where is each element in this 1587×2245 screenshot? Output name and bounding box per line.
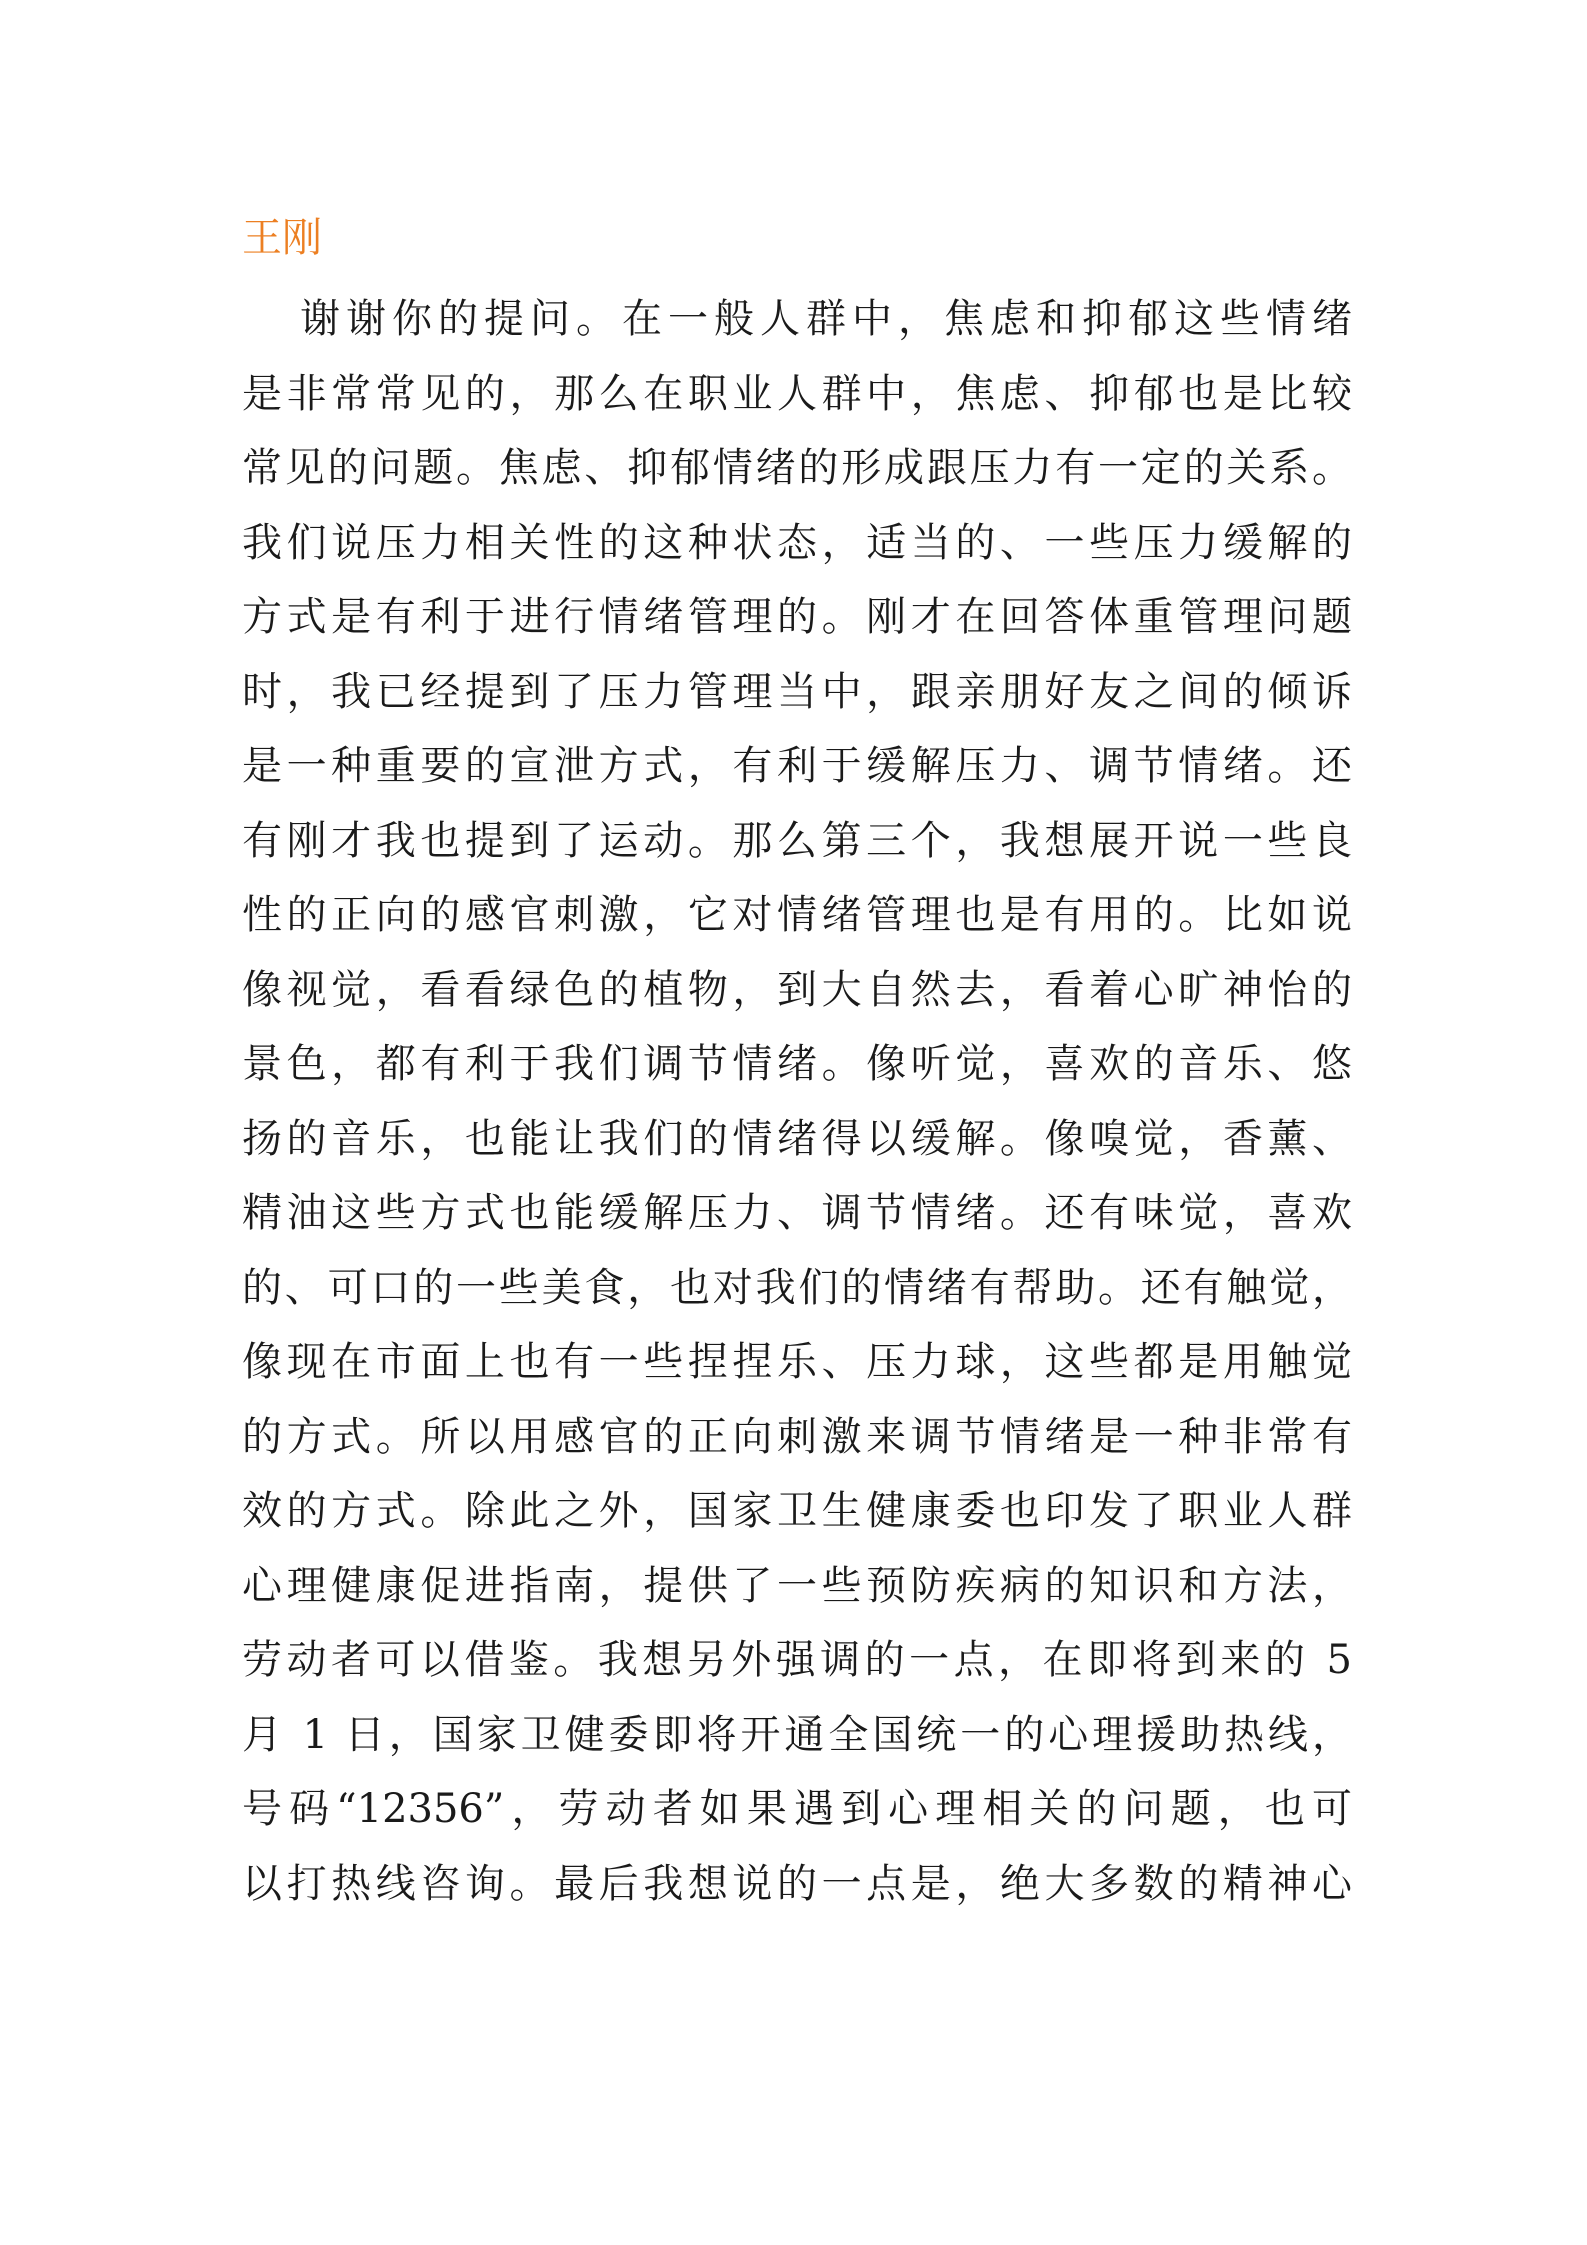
paragraph-line: 月 1 日，国家卫健委即将开通全国统一的心理援助热线， (242, 1711, 1352, 1758)
paragraph-line: 的方式。所以用感官的正向刺激来调节情绪是一种非常有 (242, 1413, 1352, 1460)
paragraph-line: 像视觉，看看绿色的植物，到大自然去，看着心旷神怡的 (242, 966, 1352, 1013)
paragraph-line: 以打热线咨询。最后我想说的一点是，绝大多数的精神心 (242, 1860, 1352, 1907)
paragraph-line: 的、可口的一些美食，也对我们的情绪有帮助。还有触觉， (242, 1264, 1352, 1311)
paragraph-line: 像现在市面上也有一些捏捏乐、压力球，这些都是用触觉 (242, 1339, 1352, 1385)
answer-paragraph (242, 282, 1352, 1921)
paragraph-line: 方式是有利于进行情绪管理的。刚才在回答体重管理问题 (242, 594, 1352, 640)
paragraph-line: 有刚才我也提到了运动。那么第三个，我想展开说一些良 (242, 817, 1352, 864)
paragraph-line: 扬的音乐，也能让我们的情绪得以缓解。像嗅觉，香薰、 (242, 1115, 1352, 1162)
paragraph-line: 是一种重要的宣泄方式，有利于缓解压力、调节情绪。还 (242, 743, 1352, 789)
paragraph-line: 我们说压力相关性的这种状态，适当的、一些压力缓解的 (242, 519, 1352, 566)
paragraph-line: 精油这些方式也能缓解压力、调节情绪。还有味觉，喜欢 (242, 1190, 1352, 1236)
paragraph-line: 号码“12356”，劳动者如果遇到心理相关的问题，也可 (242, 1786, 1352, 1832)
paragraph-line: 景色，都有利于我们调节情绪。像听觉，喜欢的音乐、悠 (242, 1041, 1352, 1087)
paragraph-line: 心理健康促进指南，提供了一些预防疾病的知识和方法， (242, 1562, 1352, 1609)
paragraph-line: 效的方式。除此之外，国家卫生健康委也印发了职业人群 (242, 1488, 1352, 1534)
paragraph-line: 时，我已经提到了压力管理当中，跟亲朋好友之间的倾诉 (242, 668, 1352, 715)
paragraph-line: 性的正向的感官刺激，它对情绪管理也是有用的。比如说 (242, 892, 1352, 938)
paragraph-line: 谢谢你的提问。在一般人群中，焦虑和抑郁这些情绪 (300, 296, 1352, 342)
paragraph-line: 劳动者可以借鉴。我想另外强调的一点，在即将到来的 5 (242, 1637, 1352, 1683)
paragraph-line: 常见的问题。焦虑、抑郁情绪的形成跟压力有一定的关系。 (242, 445, 1352, 491)
speaker-name: 王刚 (242, 215, 322, 261)
paragraph-line: 是非常常见的，那么在职业人群中，焦虑、抑郁也是比较 (242, 370, 1352, 417)
